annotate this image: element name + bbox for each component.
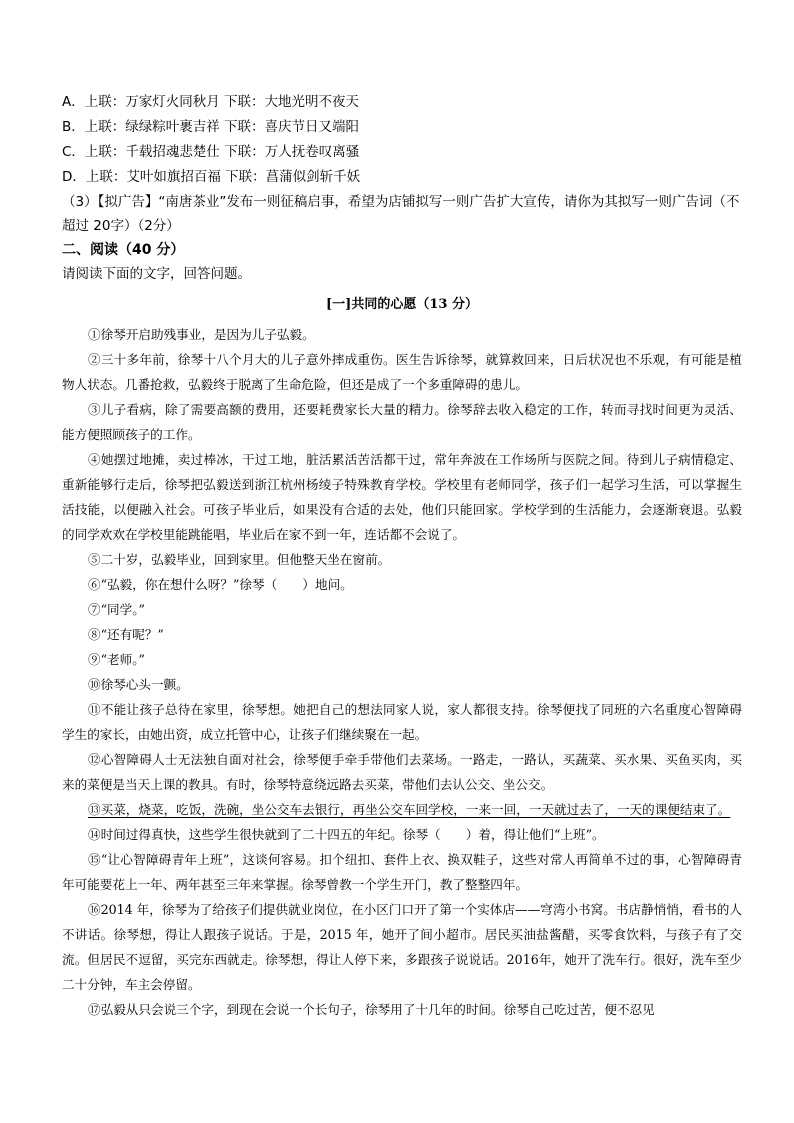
paragraph-4: ④她摆过地摊，卖过棒冰，干过工地，脏活累活苦活都干过，常年奔波在工作场所与医院之间。待到儿子病情稳定、重新能够行走后，徐琴把弘毅送到浙江杭州杨绫子特殊教育学校。学校里有老师同学，孩子们一起学习生活，可以掌握生活技能，以便融入社会。可孩子毕业后，如果没有合适的去处，他们只能回家。学校学到的生活能力，会逐渐衰退。弘毅的同学欢欢在学校里能跳能唱，毕业后在家不到一年，连话都不会说了。	[62, 452, 742, 542]
paragraph-3: ③儿子看病，除了需要高额的费用，还要耗费家长大量的精力。徐琴辞去收入稳定的工作，转而寻找时间更为灵活、能方便照顾孩子的工作。	[62, 402, 742, 442]
paragraph-2: ②三十多年前，徐琴十八个月大的儿子意外摔成重伤。医生告诉徐琴，就算救回来，日后状况也不乐观，有可能是植物人状态。几番抢救，弘毅终于脱离了生命危险，但还是成了一个多重障碍的患儿。	[62, 352, 742, 392]
paragraph-12: ⑫心智障碍人士无法独自面对社会，徐琴便手牵手带他们去菜场。一路走，一路认，买蔬菜、买水果、买鱼买肉，买来的菜便是当天上课的教具。有时，徐琴特意绕远路去买菜，带他们去认公交、坐公交。	[62, 752, 742, 792]
exam-content	[62, 90, 742, 1022]
paragraph-1: ①徐琴开启助残事业，是因为儿子弘毅。	[88, 327, 315, 342]
option-d: D．上联：艾叶如旗招百福 下联：菖蒲似剑斩千妖	[62, 169, 361, 185]
paragraph-15: ⑮“让心智障碍青年上班”，这谈何容易。扣个纽扣、套件上衣、换双鞋子，这些对常人再简单不过的事，心智障碍青年可能要花上一年、两年甚至三年来掌握。徐琴曾教一个学生开门，教了整整四年。	[62, 852, 742, 892]
paragraph-13-underlined: ⑬买菜，烧菜，吃饭，洗碗，坐公交车去银行，再坐公交车回学校，一来一回，一天就过去了，一天的课便结束了。	[88, 802, 731, 817]
paragraph-17: ⑰弘毅从只会说三个字，到现在会说一个长句子，徐琴用了十几年的时间。徐琴自己吃过苦，便不忍见	[88, 1002, 655, 1017]
paragraph-6: ⑥“弘毅，你在想什么呀？”徐琴（ ）地问。	[88, 577, 353, 592]
instruction: 请阅读下面的文字，回答问题。	[62, 266, 251, 282]
option-a: A．上联：万家灯火同秋月 下联：大地光明不夜天	[62, 94, 360, 110]
paragraph-14: ⑭时间过得真快，这些学生很快就到了二十四五的年纪。徐琴（ ）着，得让他们“上班”。	[88, 827, 605, 842]
option-c: C．上联：千载招魂悲楚仕 下联：万人抚卷叹离骚	[62, 144, 360, 160]
paragraph-8: ⑧“还有呢？”	[88, 627, 164, 642]
question-3-ad: （3）【拟广告】“南唐茶业”发布一则征稿启事，希望为店铺拟写一则广告扩大宣传，请你为其拟写一则广告词（不超过 20字）（2分）	[62, 194, 740, 234]
section-title: 二、阅读（40 分）	[62, 242, 185, 258]
paragraph-16: ⑯2014 年，徐琴为了给孩子们提供就业岗位，在小区门口开了第一个实体店——穹湾小书窝。书店静悄悄，看书的人不讲话。徐琴想，得让人跟孩子说话。于是，2015 年，她开了间小超市。居民买油盐酱醋，买零食饮料，与孩子有了交流。但居民不逗留，买完东西就走。徐琴想，得让人停下来，多跟孩子说说话。2016年，她开了洗车行。很好，洗车至少二十分钟，车主会停留。	[62, 902, 742, 992]
paragraph-9: ⑨“老师。”	[88, 652, 145, 667]
paragraph-11: ⑪不能让孩子总待在家里，徐琴想。她把自己的想法同家人说，家人都很支持。徐琴便找了同班的六名重度心智障碍学生的家长，由她出资，成立托管中心，让孩子们继续聚在一起。	[62, 702, 742, 742]
article-title: [一]共同的心愿（13 分）	[326, 297, 478, 312]
paragraph-7: ⑦“同学。”	[88, 602, 145, 617]
option-b: B．上联：绿绿粽叶裹吉祥 下联：喜庆节日又端阳	[62, 119, 360, 135]
paragraph-5: ⑤二十岁，弘毅毕业，回到家里。但他整天坐在窗前。	[88, 552, 391, 567]
article-body	[62, 322, 742, 1022]
paragraph-10: ⑩徐琴心头一颤。	[88, 677, 189, 692]
